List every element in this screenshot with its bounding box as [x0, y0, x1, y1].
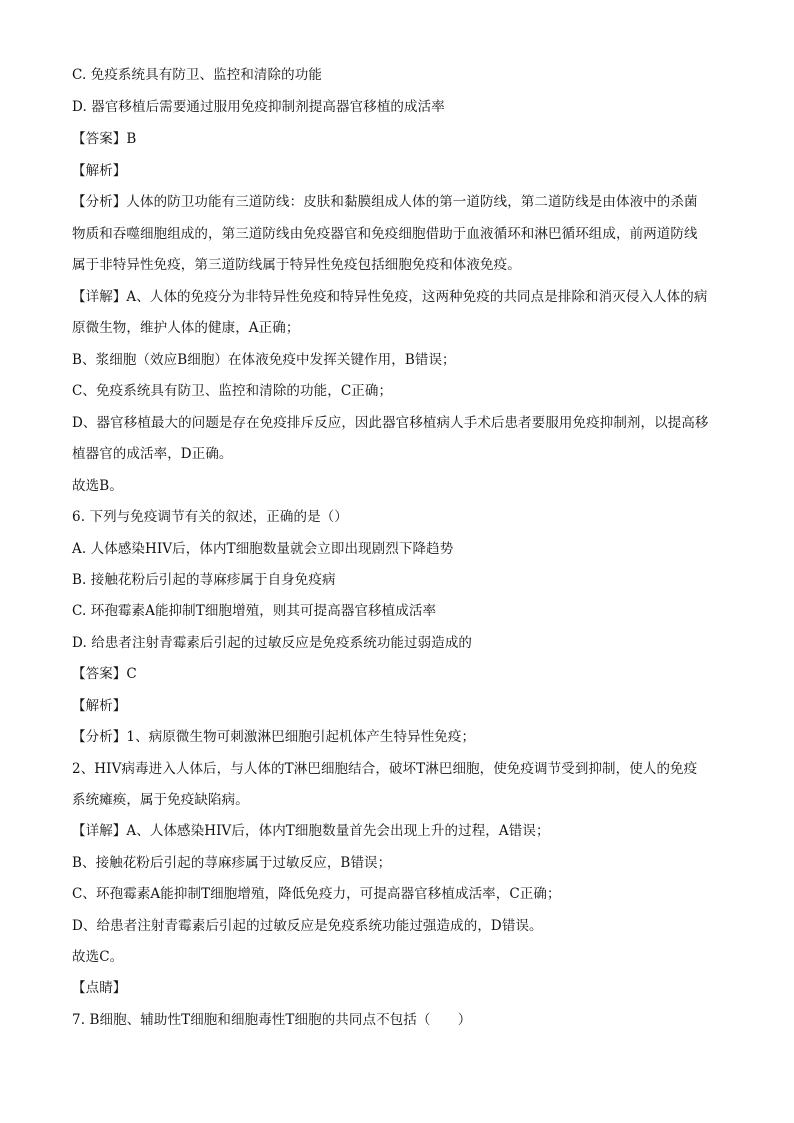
detail-text: C、环孢霉素A能抑制T细胞增殖，降低免疫力，可提高器官移植成活率，C正确； [72, 886, 561, 902]
option-c-text: C. 免疫系统具有防卫、监控和清除的功能 [72, 67, 322, 83]
analysis-heading: 【解析】 [72, 698, 127, 714]
conclusion-text: 故选C。 [72, 949, 124, 965]
analysis-heading: 【解析】 [72, 163, 127, 179]
question-6-option-a: A. 人体感染HIV后，体内T细胞数量就会立即出现剧烈下降趋势 [72, 541, 454, 557]
detail-text: C、免疫系统具有防卫、监控和清除的功能，C正确； [72, 383, 393, 399]
analysis-text: 物质和吞噬细胞组成的，第三道防线由免疫器官和免疫细胞借助于血液循环和淋巴循环组成，前两道防线 [72, 226, 698, 242]
detail-text: 【详解】A、人体的免疫分为非特异性免疫和特异性免疫，这两种免疫的共同点是排除和消灭侵入人体的病 [72, 289, 708, 305]
question-6-stem: 6. 下列与免疫调节有关的叙述，正确的是（） [72, 509, 348, 525]
analysis-text: 【分析】人体的防卫功能有三道防线：皮肤和黏膜组成人体的第一道防线，第二道防线是由体液中的杀菌 [72, 194, 698, 210]
detail-text: D、给患者注射青霉素后引起的过敏反应是免疫系统功能过强造成的，D错误。 [72, 918, 543, 934]
question-6-option-c: C. 环孢霉素A能抑制T细胞增殖，则其可提高器官移植成活率 [72, 603, 437, 619]
question-7-stem: 7. B细胞、辅助性T细胞和细胞毒性T细胞的共同点不包括（ ） [72, 1012, 472, 1028]
question-6-option-d: D. 给患者注射青霉素后引起的过敏反应是免疫系统功能过弱造成的 [72, 635, 473, 651]
detail-text: 【详解】A、人体感染HIV后，体内T细胞数量首先会出现上升的过程，A错误； [72, 823, 550, 839]
tip-heading: 【点睛】 [72, 980, 127, 996]
answer-label: 【答案】B [72, 131, 137, 147]
detail-text: B、接触花粉后引起的荨麻疹属于过敏反应，B错误； [72, 855, 392, 871]
conclusion-text: 故选B。 [72, 478, 123, 494]
detail-text: 植器官的成活率，D正确。 [72, 446, 233, 462]
answer-label: 【答案】C [72, 666, 137, 682]
detail-text: D、器官移植最大的问题是存在免疫排斥反应，因此器官移植病人手术后患者要服用免疫抑制剂，以提高移 [72, 415, 709, 431]
question-6-option-b: B. 接触花粉后引起的荨麻疹属于自身免疫病 [72, 572, 336, 588]
analysis-text: 2、HIV病毒进入人体后，与人体的T淋巴细胞结合，破坏T淋巴细胞，使免疫调节受到抑制，使人的免疫 [72, 761, 698, 777]
option-d-text: D. 器官移植后需要通过服用免疫抑制剂提高器官移植的成活率 [72, 99, 445, 115]
detail-text: 原微生物，维护人体的健康，A正确； [72, 320, 300, 336]
analysis-text: 属于非特异性免疫，第三道防线属于特异性免疫包括细胞免疫和体液免疫。 [72, 257, 521, 273]
detail-text: B、浆细胞（效应B细胞）在体液免疫中发挥关键作用，B错误； [72, 352, 456, 368]
analysis-text: 系统瘫痪，属于免疫缺陷病。 [72, 792, 249, 808]
analysis-text: 【分析】1、病原微生物可刺激淋巴细胞引起机体产生特异性免疫； [72, 729, 476, 745]
